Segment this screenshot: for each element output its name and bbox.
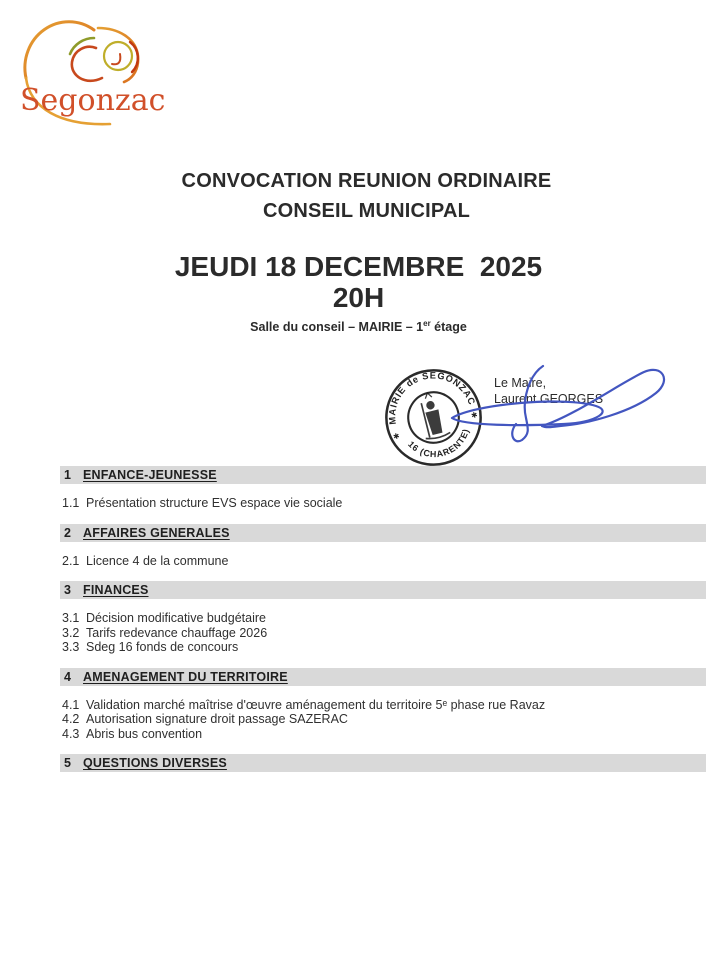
section-number: 2 (64, 525, 71, 540)
agenda-item (62, 727, 706, 742)
section-title: AMENAGEMENT DU TERRITOIRE (83, 669, 288, 684)
logo-wordmark: Segonzac (20, 83, 166, 118)
agenda-item-number: 2.1 (62, 553, 80, 568)
agenda-section-header (60, 524, 706, 542)
section-title: FINANCES (83, 583, 149, 597)
agenda-item-text: Validation marché maîtrise d'œuvre aménagement du territoire 5ᵉ phase rue Ravaz (86, 697, 546, 712)
stamp-bottom-text: 16 (CHARENTE) (406, 427, 472, 460)
stamp-top-text: MAIRIE de SEGONZAC (387, 370, 478, 426)
agenda-section (60, 668, 706, 742)
agenda-item-number: 4.2 (62, 712, 80, 726)
agenda-item-number: 3.1 (62, 611, 80, 625)
document-title (0, 166, 707, 226)
agenda-section-header (60, 466, 706, 484)
agenda-section (60, 754, 706, 772)
agenda-section-header (60, 581, 706, 599)
segonzac-logo (12, 20, 172, 132)
agenda-item-text: Autorisation signature droit passage SAZERAC (86, 712, 348, 726)
signatory-name: Laurent GEORGES (494, 391, 604, 406)
agenda-item (62, 640, 706, 655)
agenda-item (62, 698, 706, 713)
location-superscript: er (423, 319, 431, 328)
meeting-location (10, 316, 707, 335)
stamp-left-star-icon: ✱ (392, 431, 401, 442)
agenda-item-text: Décision modificative budgétaire (86, 611, 266, 625)
agenda-item (62, 611, 706, 626)
agenda (60, 466, 706, 772)
section-number: 4 (64, 669, 71, 684)
mairie-stamp-icon (372, 356, 494, 478)
stamp-right-star-icon: ✱ (470, 410, 479, 421)
agenda-item-number: 1.1 (62, 496, 80, 510)
agenda-section-header (60, 668, 706, 686)
agenda-item (62, 626, 706, 641)
meeting-date: JEUDI 18 DECEMBRE 2025 (174, 251, 543, 282)
agenda-section (60, 524, 706, 569)
title-line-2: CONSEIL MUNICIPAL (262, 200, 471, 222)
agenda-item-text: Tarifs redevance chauffage 2026 (86, 625, 268, 640)
meeting-datetime (0, 251, 707, 335)
agenda-item (62, 496, 706, 511)
section-number: 3 (64, 583, 71, 597)
location-suffix: étage (430, 320, 467, 335)
title-line-1: CONVOCATION REUNION ORDINAIRE (181, 170, 552, 192)
location-prefix: Salle du conseil – MAIRIE – 1 (250, 320, 424, 335)
agenda-item-text: Abris bus convention (86, 726, 203, 741)
agenda-item (62, 712, 706, 727)
section-items (62, 496, 706, 511)
section-number: 1 (64, 468, 71, 482)
meeting-time: 20H (332, 282, 385, 313)
section-items (62, 698, 706, 742)
section-title: AFFAIRES GENERALES (83, 525, 230, 540)
section-items (62, 611, 706, 655)
signatory-role: Le Maire, (494, 376, 547, 390)
agenda-item (62, 554, 706, 569)
agenda-item-number: 3.2 (62, 625, 80, 640)
agenda-item-text: Licence 4 de la commune (86, 553, 229, 568)
agenda-section (60, 581, 706, 655)
section-number: 5 (64, 756, 71, 770)
stamp-crest-icon (415, 390, 451, 441)
agenda-item-number: 4.1 (62, 697, 80, 712)
agenda-section (60, 466, 706, 511)
agenda-section-header (60, 754, 706, 772)
signatory-block (494, 376, 603, 407)
agenda-item-text: Sdeg 16 fonds de concours (86, 640, 239, 654)
agenda-item-number: 4.3 (62, 726, 80, 741)
section-title: QUESTIONS DIVERSES (83, 756, 227, 770)
agenda-item-number: 3.3 (62, 640, 80, 654)
agenda-item-text: Présentation structure EVS espace vie sociale (86, 496, 343, 510)
section-items (62, 554, 706, 569)
section-title: ENFANCE-JEUNESSE (83, 468, 217, 482)
